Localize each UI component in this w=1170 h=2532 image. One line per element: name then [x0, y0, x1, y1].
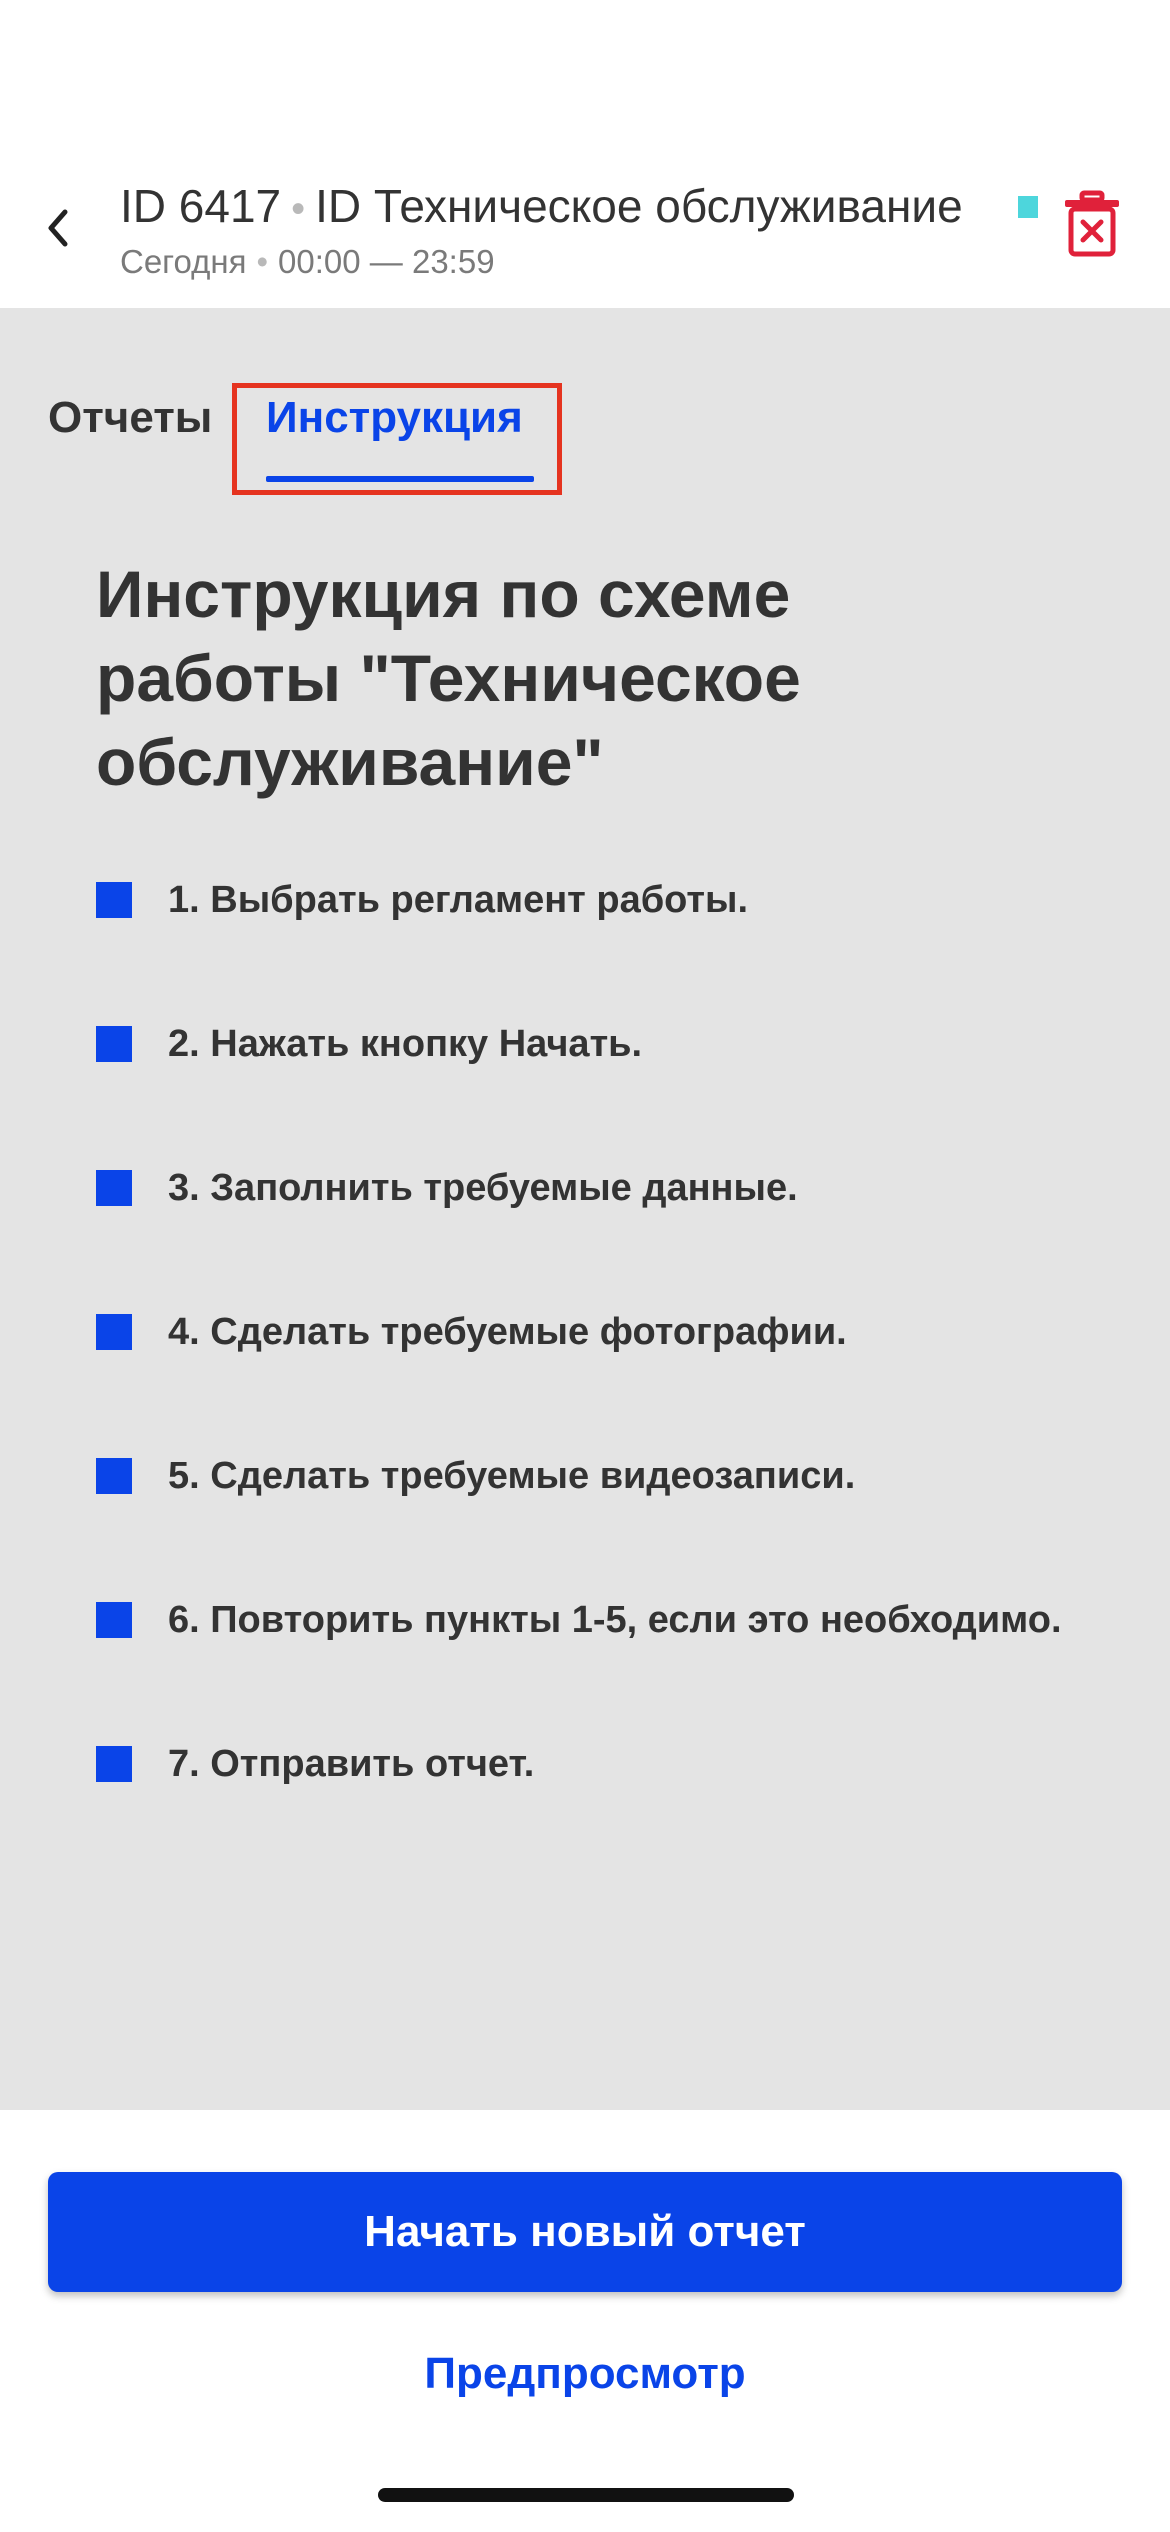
record-title: ID Техническое обслуживание	[315, 180, 963, 232]
status-bar-area	[0, 0, 1170, 160]
header-subtitle	[120, 240, 495, 284]
tab-bar	[0, 308, 1170, 488]
tab-reports[interactable]: Отчеты	[48, 393, 213, 442]
subtitle-separator: •	[256, 243, 269, 280]
delete-button[interactable]	[1062, 190, 1122, 258]
trash-icon	[1062, 190, 1122, 258]
square-bullet-icon	[96, 882, 132, 918]
tab-instruction[interactable]: Инструкция	[266, 393, 523, 442]
instruction-steps	[96, 879, 1146, 1890]
list-item	[96, 1743, 1146, 1890]
status-indicator	[1018, 196, 1038, 218]
list-item	[96, 1599, 1146, 1746]
content-area	[0, 308, 1170, 2110]
step-text: 3. Заполнить требуемые данные.	[168, 1167, 798, 1209]
list-item	[96, 1167, 1146, 1314]
start-new-report-button[interactable]: Начать новый отчет	[48, 2172, 1122, 2292]
header	[0, 160, 1170, 308]
tab-highlight-frame	[232, 383, 562, 495]
list-item	[96, 1455, 1146, 1602]
square-bullet-icon	[96, 1746, 132, 1782]
chevron-left-icon	[45, 208, 71, 248]
date-label: Сегодня	[120, 243, 247, 280]
list-item	[96, 1311, 1146, 1458]
list-item	[96, 879, 1146, 1026]
preview-link[interactable]: Предпросмотр	[424, 2349, 746, 2398]
square-bullet-icon	[96, 1602, 132, 1638]
header-title	[120, 178, 963, 237]
square-bullet-icon	[96, 1458, 132, 1494]
record-id: ID 6417	[120, 180, 282, 232]
time-range: 00:00 — 23:59	[278, 243, 495, 280]
step-text: 4. Сделать требуемые фотографии.	[168, 1311, 847, 1353]
instruction-title: Инструкция по схеме работы "Техническое обслуживание"	[96, 557, 801, 799]
square-bullet-icon	[96, 1026, 132, 1062]
list-item	[96, 1023, 1146, 1170]
step-text: 5. Сделать требуемые видеозаписи.	[168, 1455, 856, 1497]
square-bullet-icon	[96, 1314, 132, 1350]
step-text: 6. Повторить пункты 1-5, если это необходимо.	[168, 1599, 1062, 1641]
back-button[interactable]	[30, 190, 86, 266]
step-text: 2. Нажать кнопку Начать.	[168, 1023, 643, 1065]
title-separator: •	[291, 187, 306, 231]
home-indicator[interactable]	[378, 2488, 794, 2502]
step-text: 7. Отправить отчет.	[168, 1743, 535, 1785]
step-text: 1. Выбрать регламент работы.	[168, 879, 749, 921]
footer	[0, 2110, 1170, 2532]
square-bullet-icon	[96, 1170, 132, 1206]
